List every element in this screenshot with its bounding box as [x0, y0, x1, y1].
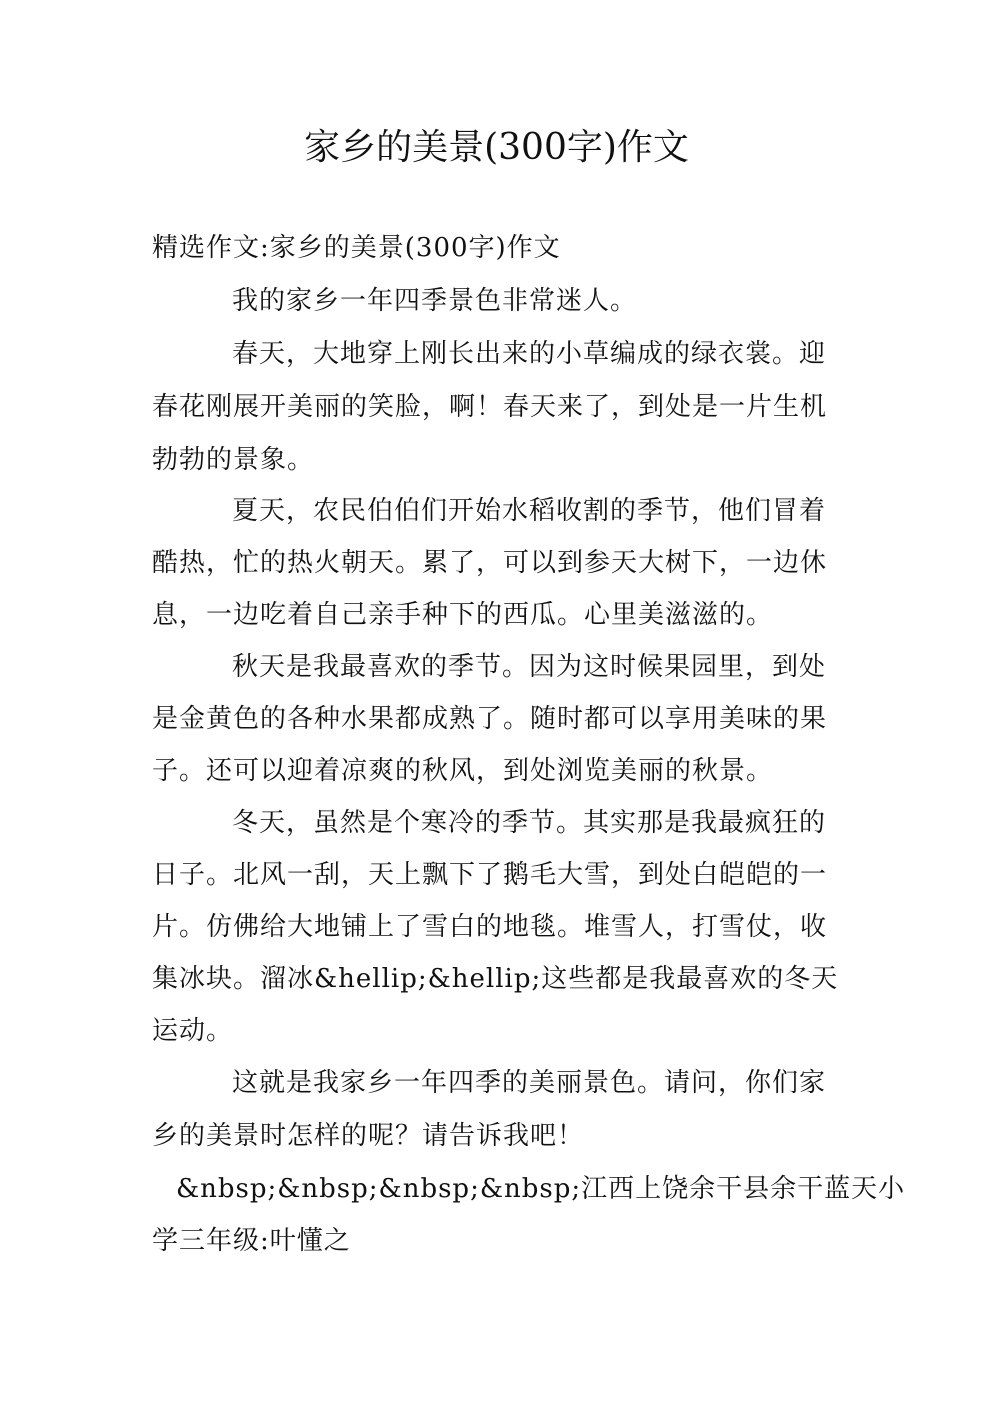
- text-line: 子。还可以迎着凉爽的秋风，到处浏览美丽的秋景。: [152, 756, 774, 786]
- text-line: 我的家乡一年四季景色非常迷人。: [232, 286, 638, 316]
- text-line: 春天，大地穿上刚长出来的小草编成的绿衣裳。迎: [232, 339, 827, 369]
- signature-line: &nbsp;&nbsp;&nbsp;&nbsp;江西上饶余干县余干蓝天小: [176, 1174, 906, 1204]
- text-line: 这就是我家乡一年四季的美丽景色。请问，你们家: [232, 1068, 827, 1098]
- text-line: 是金黄色的各种水果都成熟了。随时都可以享用美味的果: [152, 704, 828, 734]
- text-line: 冬天，虽然是个寒冷的季节。其实那是我最疯狂的: [232, 808, 827, 838]
- subtitle-line: 精选作文:家乡的美景(300字)作文: [152, 233, 561, 263]
- text-line: 勃勃的景象。: [152, 445, 315, 475]
- text-line: 夏天，农民伯伯们开始水稻收割的季节，他们冒着: [232, 496, 827, 526]
- text-line: 春花刚展开美丽的笑脸，啊！春天来了，到处是一片生机: [152, 392, 828, 422]
- text-line: 酷热，忙的热火朝天。累了，可以到参天大树下，一边休: [152, 548, 828, 578]
- text-line: 日子。北风一刮，天上飘下了鹅毛大雪，到处白皑皑的一: [152, 860, 828, 890]
- text-line: 片。仿佛给大地铺上了雪白的地毯。堆雪人，打雪仗，收: [152, 912, 828, 942]
- text-line: 息，一边吃着自己亲手种下的西瓜。心里美滋滋的。: [152, 600, 774, 630]
- text-line: 运动。: [152, 1016, 234, 1046]
- text-line: 集冰块。溜冰&hellip;&hellip;这些都是我最喜欢的冬天: [152, 964, 839, 994]
- signature-line: 学三年级:叶懂之: [152, 1226, 351, 1256]
- page-title: 家乡的美景(300字)作文: [304, 127, 689, 168]
- text-line: 乡的美景时怎样的呢？请告诉我吧！: [152, 1121, 585, 1151]
- text-line: 秋天是我最喜欢的季节。因为这时候果园里，到处: [232, 652, 827, 682]
